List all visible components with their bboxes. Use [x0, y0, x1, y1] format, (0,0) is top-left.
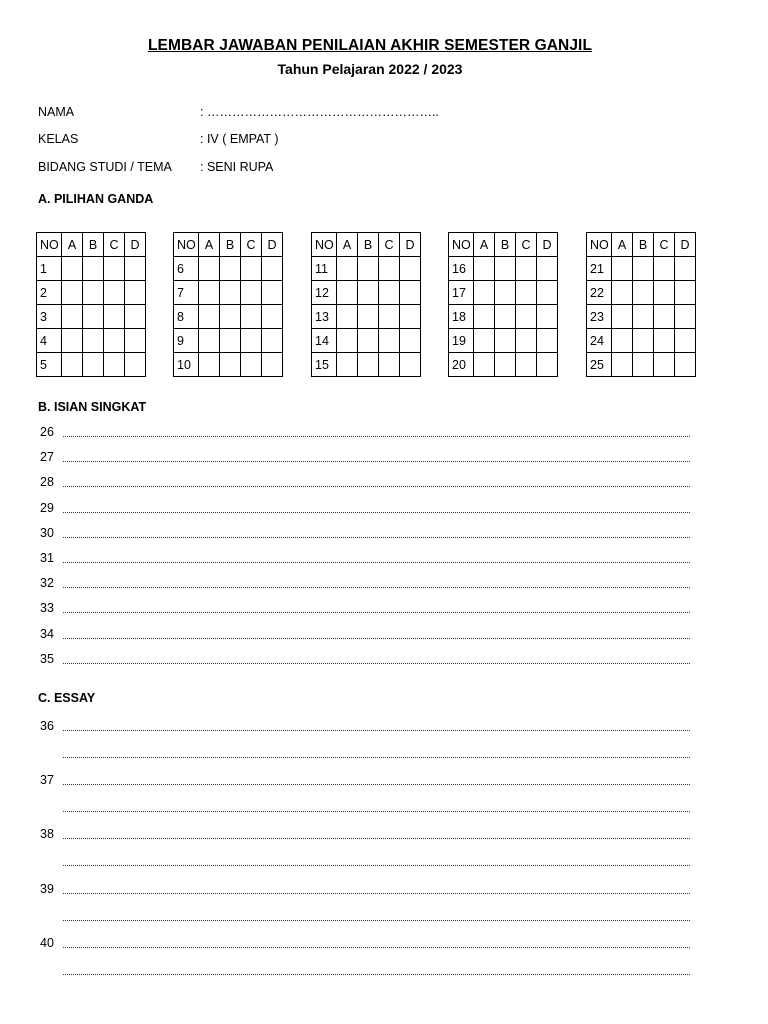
- grid-row: [587, 257, 696, 281]
- short-answer-line[interactable]: [40, 627, 690, 643]
- answer-cell[interactable]: [537, 329, 558, 353]
- answer-cell[interactable]: [612, 353, 633, 377]
- grid-header-option: D: [262, 233, 283, 257]
- question-number: 15: [312, 353, 337, 377]
- grid-row: [587, 353, 696, 377]
- question-number: 8: [174, 305, 199, 329]
- short-answer-line[interactable]: [40, 475, 690, 491]
- grid-row: [449, 257, 558, 281]
- question-number: 13: [312, 305, 337, 329]
- question-number: 5: [37, 353, 62, 377]
- dotted-answer-line[interactable]: [63, 562, 690, 563]
- answer-grid: [586, 232, 696, 377]
- grid-header-option: A: [612, 233, 633, 257]
- answer-cell[interactable]: [62, 305, 83, 329]
- answer-cell[interactable]: [537, 257, 558, 281]
- grid-header-option: C: [654, 233, 675, 257]
- section-b-heading: B. ISIAN SINGKAT: [38, 400, 147, 414]
- grid-header-option: D: [400, 233, 421, 257]
- grid-row: [449, 353, 558, 377]
- grid-header-row: [37, 233, 146, 257]
- short-answer-line[interactable]: [40, 601, 690, 617]
- question-number: 20: [449, 353, 474, 377]
- answer-cell[interactable]: [612, 257, 633, 281]
- answer-cell[interactable]: [474, 329, 495, 353]
- grid-header-option: A: [199, 233, 220, 257]
- essay-line-continuation[interactable]: [40, 800, 690, 816]
- info-value[interactable]: : ………………………………………………..: [200, 105, 439, 119]
- grid-header-option: C: [516, 233, 537, 257]
- question-number: 1: [37, 257, 62, 281]
- essay-line[interactable]: [40, 936, 690, 952]
- answer-cell[interactable]: [104, 353, 125, 377]
- dotted-answer-line[interactable]: [63, 587, 690, 588]
- essay-line[interactable]: [40, 773, 690, 789]
- answer-grid: [311, 232, 421, 377]
- answer-cell[interactable]: [379, 281, 400, 305]
- question-number: 27: [40, 450, 54, 465]
- section-c-heading: C. ESSAY: [38, 691, 96, 705]
- answer-cell[interactable]: [199, 257, 220, 281]
- answer-cell[interactable]: [379, 329, 400, 353]
- grid-row: [37, 257, 146, 281]
- answer-cell[interactable]: [104, 305, 125, 329]
- grid-header-option: D: [125, 233, 146, 257]
- grid-header-option: B: [358, 233, 379, 257]
- grid-row: [312, 257, 421, 281]
- grid-header-option: B: [83, 233, 104, 257]
- essay-line-continuation[interactable]: [40, 746, 690, 762]
- answer-cell[interactable]: [495, 281, 516, 305]
- question-number: 38: [40, 827, 54, 842]
- grid-header-option: D: [537, 233, 558, 257]
- answer-cell[interactable]: [358, 281, 379, 305]
- grid-header-no: NO: [587, 233, 612, 257]
- dotted-answer-line[interactable]: [63, 730, 690, 731]
- question-number: 10: [174, 353, 199, 377]
- answer-cell[interactable]: [654, 281, 675, 305]
- answer-cell[interactable]: [199, 281, 220, 305]
- question-number: 4: [37, 329, 62, 353]
- grid-row: [312, 353, 421, 377]
- answer-cell[interactable]: [516, 281, 537, 305]
- answer-cell[interactable]: [675, 329, 696, 353]
- answer-cell[interactable]: [400, 353, 421, 377]
- answer-cell[interactable]: [516, 329, 537, 353]
- question-number: 26: [40, 425, 54, 439]
- question-number: 37: [40, 773, 54, 788]
- question-number: 40: [40, 935, 54, 950]
- answer-cell[interactable]: [337, 329, 358, 353]
- answer-cell[interactable]: [220, 281, 241, 305]
- short-answer-line[interactable]: [40, 551, 690, 567]
- answer-cell[interactable]: [633, 329, 654, 353]
- answer-grid: [448, 232, 558, 377]
- answer-cell[interactable]: [379, 353, 400, 377]
- answer-cell[interactable]: [675, 281, 696, 305]
- answer-cell[interactable]: [379, 257, 400, 281]
- question-number: 6: [174, 257, 199, 281]
- grid-header-row: [587, 233, 696, 257]
- answer-cell[interactable]: [675, 257, 696, 281]
- answer-cell[interactable]: [516, 353, 537, 377]
- answer-cell[interactable]: [400, 281, 421, 305]
- answer-cell[interactable]: [633, 257, 654, 281]
- question-number: 35: [40, 651, 54, 666]
- answer-cell[interactable]: [495, 305, 516, 329]
- question-number: 7: [174, 281, 199, 305]
- dotted-answer-line[interactable]: [63, 838, 690, 839]
- grid-header-row: [174, 233, 283, 257]
- answer-cell[interactable]: [241, 329, 262, 353]
- answer-cell[interactable]: [495, 329, 516, 353]
- answer-cell[interactable]: [474, 281, 495, 305]
- grid-row: [37, 353, 146, 377]
- dotted-answer-line[interactable]: [63, 811, 690, 812]
- answer-cell[interactable]: [125, 281, 146, 305]
- essay-line[interactable]: [40, 882, 690, 898]
- answer-cell[interactable]: [358, 329, 379, 353]
- answer-cell[interactable]: [654, 353, 675, 377]
- answer-cell[interactable]: [612, 329, 633, 353]
- question-number: 16: [449, 257, 474, 281]
- question-number: 29: [40, 500, 54, 515]
- answer-cell[interactable]: [199, 353, 220, 377]
- question-number: 17: [449, 281, 474, 305]
- info-label: NAMA: [38, 105, 75, 119]
- answer-cell[interactable]: [125, 305, 146, 329]
- essay-line-continuation[interactable]: [40, 909, 690, 925]
- question-number: 23: [587, 305, 612, 329]
- short-answer-line[interactable]: [40, 576, 690, 592]
- answer-cell[interactable]: [262, 257, 283, 281]
- question-number: 2: [37, 281, 62, 305]
- grid-header-option: C: [379, 233, 400, 257]
- answer-cell[interactable]: [495, 353, 516, 377]
- answer-cell[interactable]: [241, 257, 262, 281]
- answer-cell[interactable]: [62, 353, 83, 377]
- grid-header-option: C: [104, 233, 125, 257]
- dotted-answer-line[interactable]: [63, 663, 690, 664]
- answer-cell[interactable]: [337, 353, 358, 377]
- answer-cell[interactable]: [633, 353, 654, 377]
- question-number: 22: [587, 281, 612, 305]
- essay-line-continuation[interactable]: [40, 854, 690, 870]
- answer-cell[interactable]: [125, 257, 146, 281]
- answer-cell[interactable]: [125, 329, 146, 353]
- answer-cell[interactable]: [62, 281, 83, 305]
- question-number: 19: [449, 329, 474, 353]
- answer-cell[interactable]: [516, 305, 537, 329]
- grid-header-option: C: [241, 233, 262, 257]
- essay-line[interactable]: [40, 719, 690, 735]
- grid-header-no: NO: [312, 233, 337, 257]
- answer-cell[interactable]: [675, 353, 696, 377]
- grid-header-row: [312, 233, 421, 257]
- question-number: 12: [312, 281, 337, 305]
- answer-cell[interactable]: [474, 353, 495, 377]
- grid-row: [449, 329, 558, 353]
- answer-cell[interactable]: [62, 257, 83, 281]
- answer-cell[interactable]: [654, 329, 675, 353]
- grid-row: [312, 329, 421, 353]
- grid-row: [312, 281, 421, 305]
- answer-cell[interactable]: [83, 353, 104, 377]
- grid-header-no: NO: [37, 233, 62, 257]
- dotted-answer-line[interactable]: [63, 436, 690, 437]
- question-number: 14: [312, 329, 337, 353]
- answer-cell[interactable]: [358, 305, 379, 329]
- dotted-answer-line[interactable]: [63, 612, 690, 613]
- page-title: LEMBAR JAWABAN PENILAIAN AKHIR SEMESTER GANJIL: [147, 37, 593, 54]
- question-number: 39: [40, 881, 54, 896]
- question-number: 11: [312, 257, 337, 281]
- question-number: 34: [40, 626, 54, 641]
- grid-row: [587, 329, 696, 353]
- grid-row: [174, 329, 283, 353]
- question-number: 30: [40, 525, 54, 540]
- grid-row: [449, 281, 558, 305]
- question-number: 18: [449, 305, 474, 329]
- answer-cell[interactable]: [379, 305, 400, 329]
- answer-cell[interactable]: [474, 305, 495, 329]
- answer-cell[interactable]: [516, 257, 537, 281]
- grid-row: [37, 329, 146, 353]
- grid-header-option: B: [633, 233, 654, 257]
- grid-row: [174, 305, 283, 329]
- short-answer-line[interactable]: [40, 652, 690, 668]
- question-number: 28: [40, 475, 54, 490]
- answer-cell[interactable]: [220, 329, 241, 353]
- answer-cell[interactable]: [358, 257, 379, 281]
- answer-cell[interactable]: [199, 305, 220, 329]
- answer-cell[interactable]: [241, 281, 262, 305]
- answer-cell[interactable]: [62, 329, 83, 353]
- answer-cell[interactable]: [400, 257, 421, 281]
- grid-header-option: D: [675, 233, 696, 257]
- dotted-answer-line[interactable]: [63, 537, 690, 538]
- answer-cell[interactable]: [83, 257, 104, 281]
- short-answer-line[interactable]: [40, 526, 690, 542]
- answer-cell[interactable]: [400, 329, 421, 353]
- question-number: 25: [587, 353, 612, 377]
- answer-cell[interactable]: [220, 257, 241, 281]
- grid-header-option: B: [220, 233, 241, 257]
- grid-header-option: A: [62, 233, 83, 257]
- dotted-answer-line[interactable]: [63, 784, 690, 785]
- info-label: BIDANG STUDI / TEMA: [38, 160, 172, 174]
- answer-cell[interactable]: [220, 305, 241, 329]
- answer-cell[interactable]: [474, 257, 495, 281]
- dotted-answer-line[interactable]: [63, 947, 690, 948]
- question-number: 32: [40, 576, 54, 591]
- answer-cell[interactable]: [262, 305, 283, 329]
- dotted-answer-line[interactable]: [63, 638, 690, 639]
- grid-header-option: B: [495, 233, 516, 257]
- answer-cell[interactable]: [337, 305, 358, 329]
- answer-cell[interactable]: [654, 257, 675, 281]
- grid-row: [449, 305, 558, 329]
- answer-cell[interactable]: [675, 305, 696, 329]
- question-number: 33: [40, 601, 54, 616]
- answer-cell[interactable]: [262, 353, 283, 377]
- dotted-answer-line[interactable]: [63, 893, 690, 894]
- question-number: 21: [587, 257, 612, 281]
- dotted-answer-line[interactable]: [63, 920, 690, 921]
- dotted-answer-line[interactable]: [63, 486, 690, 487]
- grid-row: [587, 281, 696, 305]
- essay-line[interactable]: [40, 827, 690, 843]
- answer-cell[interactable]: [400, 305, 421, 329]
- dotted-answer-line[interactable]: [63, 461, 690, 462]
- grid-row: [174, 281, 283, 305]
- answer-cell[interactable]: [199, 329, 220, 353]
- grid-header-row: [449, 233, 558, 257]
- grid-header-option: A: [474, 233, 495, 257]
- answer-cell[interactable]: [612, 281, 633, 305]
- answer-cell[interactable]: [104, 257, 125, 281]
- question-number: 3: [37, 305, 62, 329]
- answer-cell[interactable]: [537, 353, 558, 377]
- answer-cell[interactable]: [358, 353, 379, 377]
- grid-row: [37, 305, 146, 329]
- answer-cell[interactable]: [104, 329, 125, 353]
- grid-header-option: A: [337, 233, 358, 257]
- grid-row: [174, 257, 283, 281]
- answer-cell[interactable]: [83, 305, 104, 329]
- page-subtitle: Tahun Pelajaran 2022 / 2023: [277, 61, 463, 77]
- short-answer-line[interactable]: [40, 425, 690, 441]
- dotted-answer-line[interactable]: [63, 512, 690, 513]
- section-a-heading: A. PILIHAN GANDA: [38, 192, 154, 206]
- answer-cell[interactable]: [262, 329, 283, 353]
- answer-cell[interactable]: [633, 305, 654, 329]
- grid-row: [37, 281, 146, 305]
- answer-cell[interactable]: [83, 281, 104, 305]
- answer-cell[interactable]: [83, 329, 104, 353]
- grid-row: [174, 353, 283, 377]
- info-value: : IV ( EMPAT ): [200, 132, 279, 146]
- grid-row: [587, 305, 696, 329]
- question-number: 24: [587, 329, 612, 353]
- question-number: 31: [40, 551, 54, 565]
- answer-cell[interactable]: [633, 281, 654, 305]
- grid-row: [312, 305, 421, 329]
- answer-cell[interactable]: [612, 305, 633, 329]
- dotted-answer-line[interactable]: [63, 865, 690, 866]
- dotted-answer-line[interactable]: [63, 757, 690, 758]
- essay-line-continuation[interactable]: [40, 963, 690, 979]
- answer-cell[interactable]: [654, 305, 675, 329]
- answer-cell[interactable]: [337, 281, 358, 305]
- short-answer-line[interactable]: [40, 501, 690, 517]
- answer-cell[interactable]: [537, 281, 558, 305]
- grid-header-no: NO: [174, 233, 199, 257]
- answer-cell[interactable]: [537, 305, 558, 329]
- grid-header-no: NO: [449, 233, 474, 257]
- answer-cell[interactable]: [495, 257, 516, 281]
- info-label: KELAS: [38, 132, 79, 146]
- dotted-answer-line[interactable]: [63, 974, 690, 975]
- answer-cell[interactable]: [125, 353, 146, 377]
- answer-grid: [173, 232, 283, 377]
- answer-cell[interactable]: [241, 353, 262, 377]
- answer-grid: [36, 232, 146, 377]
- answer-cell[interactable]: [104, 281, 125, 305]
- answer-cell[interactable]: [337, 257, 358, 281]
- answer-cell[interactable]: [241, 305, 262, 329]
- answer-cell[interactable]: [220, 353, 241, 377]
- question-number: 9: [174, 329, 199, 353]
- short-answer-line[interactable]: [40, 450, 690, 466]
- info-value: : SENI RUPA: [200, 160, 274, 174]
- answer-cell[interactable]: [262, 281, 283, 305]
- question-number: 36: [40, 719, 54, 733]
